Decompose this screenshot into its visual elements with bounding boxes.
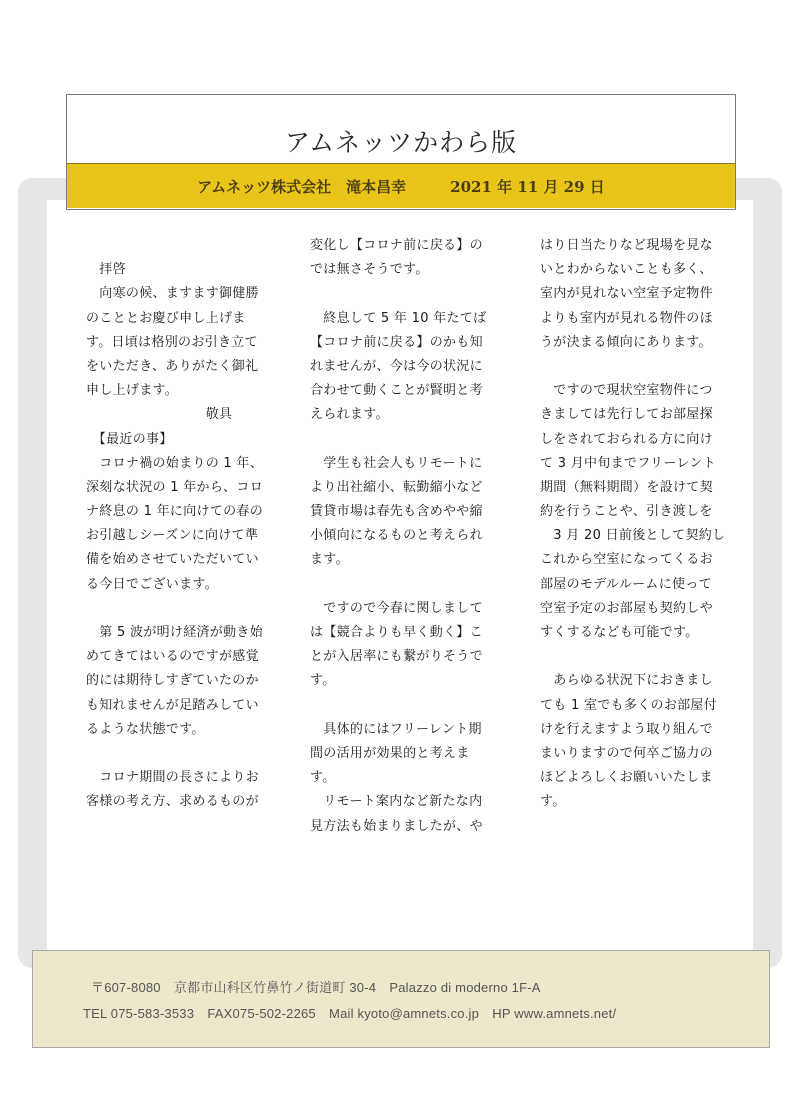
article-line: 拝啓 — [86, 262, 126, 278]
article-line: ですので今春に関しまして — [310, 600, 483, 616]
article-line: す。 — [310, 770, 336, 786]
issue-date: 2021 年 11 月 29 日 — [450, 177, 605, 196]
article-line: 敬具 — [86, 407, 233, 423]
newsletter-title: アムネッツかわら版 — [284, 128, 518, 157]
article-line: 3 月 20 日前後として契約し — [540, 528, 726, 544]
article-line: のこととお慶び申し上げま — [86, 310, 246, 326]
article-line: す。 — [310, 673, 336, 689]
article-line: 深刻な状況の 1 年から、コロ — [86, 479, 264, 495]
article-line: ます。 — [310, 552, 349, 568]
article-line: す。日頃は格別のお引き立て — [86, 334, 258, 350]
article-line: ですので現状空室物件につ — [540, 383, 713, 399]
article-line: 期間（無料期間）を設けて契 — [540, 479, 713, 495]
article-line: ても 1 室でも多くのお部屋付 — [540, 697, 718, 713]
article-line: お引越しシーズンに向けて準 — [86, 528, 259, 544]
article-column-2 — [310, 234, 502, 839]
article-line: 空室予定のお部屋も契約しや — [540, 600, 713, 616]
article-line: リモート案内など新たな内 — [310, 794, 483, 810]
article-line: 【コロナ前に戻る】のかも知 — [310, 334, 483, 350]
article-line — [310, 694, 502, 718]
article-line: 第 5 波が明け経済が動き始 — [86, 625, 264, 640]
article-column-1 — [86, 234, 278, 815]
article-line: では無さそうです。 — [310, 262, 429, 278]
article-line: よりも室内が見れる物件のほ — [540, 310, 713, 326]
article-line: す。 — [540, 794, 566, 810]
article-line: とが入居率にも繋がりそうで — [310, 649, 483, 665]
article-line: けを行えますよう取り組んで — [540, 721, 713, 737]
article-line: ほどよろしくお願いいたしま — [540, 770, 713, 786]
article-line: これから空室になってくるお — [540, 552, 713, 568]
article-line — [86, 234, 278, 258]
article-line: るような状態です。 — [86, 721, 205, 737]
article-column-3 — [540, 234, 732, 815]
article-line: をいただき、ありがたく御礼 — [86, 358, 259, 374]
article-line: 合わせて動くことが賢明と考 — [310, 383, 483, 399]
article-line: すくするなども可能です。 — [540, 625, 699, 640]
article-line: 間の活用が効果的と考えま — [310, 745, 470, 761]
article-line: 見方法も始まりましたが、や — [310, 818, 483, 834]
article-line: 申し上げます。 — [86, 383, 179, 399]
article-line: 室内が見れない空室予定物件 — [540, 286, 713, 302]
article-line: れませんが、今は今の状況に — [310, 358, 483, 374]
article-line: より出社縮小、転勤縮小など — [310, 479, 483, 495]
article-line: 小傾向になるものと考えられ — [310, 528, 483, 544]
article-line: はり日当たりなど現場を見な — [540, 238, 713, 253]
article-line: 賃貸市場は春先も含めやや縮 — [310, 504, 483, 520]
article-line — [310, 573, 502, 597]
article-line — [540, 355, 732, 379]
article-line: ナ終息の 1 年に向けての春の — [86, 504, 264, 520]
article-line: 【最近の事】 — [86, 431, 173, 447]
article-line: 変化し【コロナ前に戻る】の — [310, 238, 483, 253]
article-line: 向寒の候、ますます御健勝 — [86, 286, 259, 302]
article-line: も知れませんが足踏みしてい — [86, 697, 259, 713]
footer-contact: TEL 075-583-3533 FAX075-502-2265 Mail kyoto@amnets.co.jp HP www.amnets.net/ — [83, 1006, 617, 1021]
article-line: コロナ期間の長さによりお — [86, 770, 259, 786]
newsletter-header — [66, 94, 736, 210]
article-line — [310, 282, 502, 306]
article-line — [86, 597, 278, 621]
article-line: 部屋のモデルルームに使って — [540, 576, 712, 592]
article-line: 終息して 5 年 10 年たてば — [310, 310, 487, 326]
article-line — [310, 428, 502, 452]
article-line: る今日でございます。 — [86, 576, 218, 592]
article-line: 客様の考え方、求めるものが — [86, 794, 259, 810]
article-line: いとわからないことも多く、 — [540, 262, 713, 278]
footer-address: 〒607-8080 京都市山科区竹鼻竹ノ街道町 30-4 Palazzo di moderno 1F-A — [91, 980, 541, 995]
byline-bar — [67, 163, 735, 208]
article-line: コロナ禍の始まりの 1 年、 — [86, 455, 264, 471]
article-line: うが決まる傾向にあります。 — [540, 334, 712, 350]
article-line: あらゆる状況下におきまし — [540, 673, 713, 689]
article-line: 的には期待しすぎていたのか — [86, 673, 259, 689]
article-line: しをされておられる方に向け — [540, 431, 713, 447]
company-author: アムネッツ株式会社 滝本昌幸 — [197, 177, 407, 196]
article-line: 約を行うことや、引き渡しを — [540, 504, 713, 520]
article-line: えられます。 — [310, 407, 389, 423]
article-line: きましては先行してお部屋探 — [540, 407, 713, 423]
article-line — [86, 742, 278, 766]
article-line: 具体的にはフリーレント期 — [310, 721, 482, 737]
article-line: 備を始めさせていただいてい — [86, 552, 259, 568]
article-line: まいりますので何卒ご協力の — [540, 745, 713, 761]
article-line: は【競合よりも早く動く】こ — [310, 625, 483, 640]
article-line: めてきてはいるのですが感覚 — [86, 649, 259, 665]
article-line — [540, 645, 732, 669]
article-line: 学生も社会人もリモートに — [310, 455, 483, 471]
article-line: て 3 月中旬までフリーレント — [540, 455, 716, 471]
contact-footer — [32, 950, 770, 1048]
